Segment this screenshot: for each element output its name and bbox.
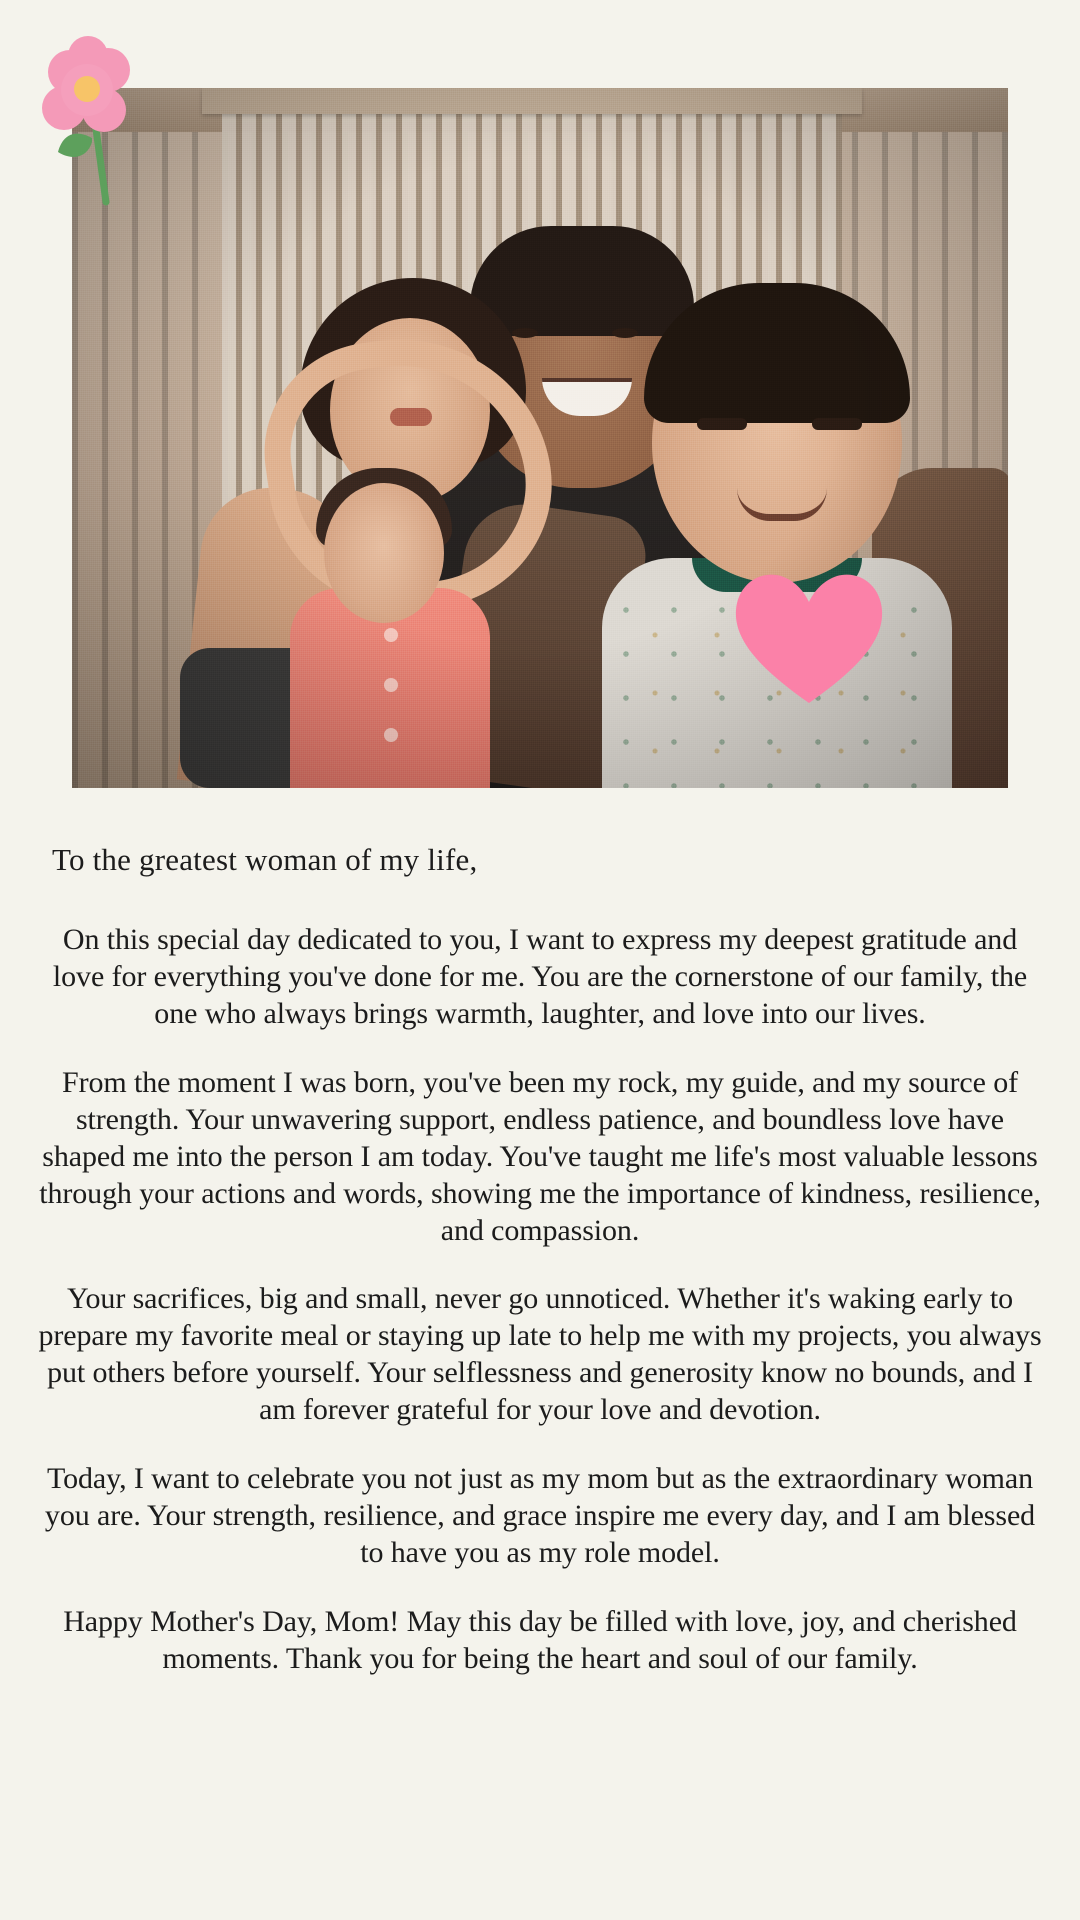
letter-paragraph-1: On this special day dedicated to you, I want to express my deepest gratitude and love for everything you've done for me. You are the cornerstone of our family, the one who always brings warmth, laughter, and love into our lives.: [52, 923, 1028, 1031]
letter-paragraph-4: Today, I want to celebrate you not just as my mom but as the extraordinary woman you are. Your strength, resilience, and grace inspire me every day, and I am blessed to have you as my role model.: [44, 1461, 1036, 1569]
flower-sticker-icon: [34, 30, 144, 210]
letter-paragraph-2: From the moment I was born, you've been my rock, my guide, and my source of strength. Your unwavering support, endless patience, and boundless love have shaped me into the person I am today. You've taught me life's most valuable lessons through your actions and words, showing me the importance of kindness, resilience, and compassion.: [39, 1065, 1041, 1247]
letter-paragraph-3: Your sacrifices, big and small, never go unnoticed. Whether it's waking early to prepare my favorite meal or staying up late to help me with my projects, you always put others before yourself. Your selflessness and generosity know no bounds, and I am forever grateful for your love and devotion.: [38, 1282, 1042, 1427]
letter-salutation: To the greatest woman of my life,: [52, 842, 478, 877]
letter-body: [24, 840, 1056, 1709]
letter-paragraph-5: Happy Mother's Day, Mom! May this day be filled with love, joy, and cherished moments. Thank you for being the heart and soul of our family.: [63, 1604, 1017, 1675]
heart-sticker-icon: [726, 560, 892, 710]
